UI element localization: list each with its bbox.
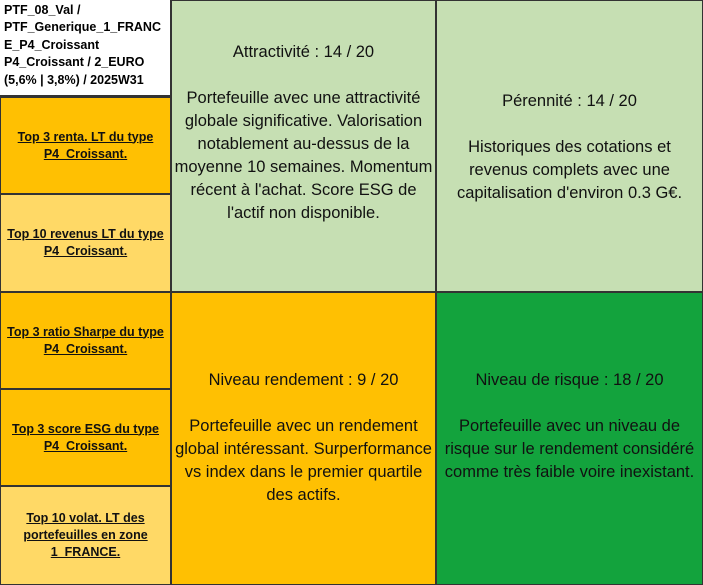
header-line: PTF_08_Val / — [4, 3, 81, 17]
attractivite-score: Attractivité : 14 / 20 — [232, 43, 375, 61]
perennite-score: Pérennité : 14 / 20 — [502, 92, 637, 110]
portfolio-header — [0, 0, 171, 97]
ranking-cell-volat — [0, 486, 171, 585]
risque-description: Portefeuille avec un niveau de risque sur le rendement considéré comme très faible voire inexistant. — [444, 417, 695, 481]
header-line: (5,6% | 3,8%) / 2025W31 — [4, 72, 144, 87]
rendement-panel — [171, 292, 436, 585]
ranking-cell-esg — [0, 389, 171, 486]
risque-panel — [436, 292, 703, 585]
attractivite-description: Portefeuille avec une attractivité globale significative. Valorisation notablement au-dessus de la moyenne 10 semaines. Momentum récent à l'achat. Score ESG de l'actif non disponible. — [174, 89, 433, 222]
rendement-score: Niveau rendement : 9 / 20 — [208, 371, 399, 389]
ranking-cell-sharpe — [0, 292, 171, 389]
top3-sharpe-link[interactable]: Top 3 ratio Sharpe du type P4_Croissant. — [7, 324, 164, 356]
top10-revenus-link[interactable]: Top 10 revenus LT du type P4_Croissant. — [7, 227, 164, 258]
rendement-description: Portefeuille avec un rendement global intéressant. Surperformance vs index dans le premier quartile des actifs. — [175, 417, 432, 504]
header-line: PTF_Generique_1_FRANC — [4, 20, 161, 35]
header-line: P4_Croissant / 2_EURO — [4, 55, 145, 70]
top3-renta-link[interactable]: Top 3 renta. LT du type P4_Croissant. — [17, 129, 154, 161]
ranking-cell-renta — [0, 97, 171, 194]
header-line: E_P4_Croissant — [4, 37, 100, 52]
perennite-panel — [436, 0, 703, 292]
attractivite-panel — [171, 0, 436, 292]
risque-score: Niveau de risque : 18 / 20 — [475, 371, 664, 389]
top3-esg-link[interactable]: Top 3 score ESG du type P4_Croissant. — [11, 421, 160, 453]
ranking-cell-revenus — [0, 194, 171, 292]
top10-volat-link[interactable]: Top 10 volat. LT des portefeuilles en zone 1_FRANCE. — [23, 511, 148, 559]
perennite-description: Historiques des cotations et revenus complets avec une capitalisation d'environ 0.3 G€. — [456, 138, 683, 202]
